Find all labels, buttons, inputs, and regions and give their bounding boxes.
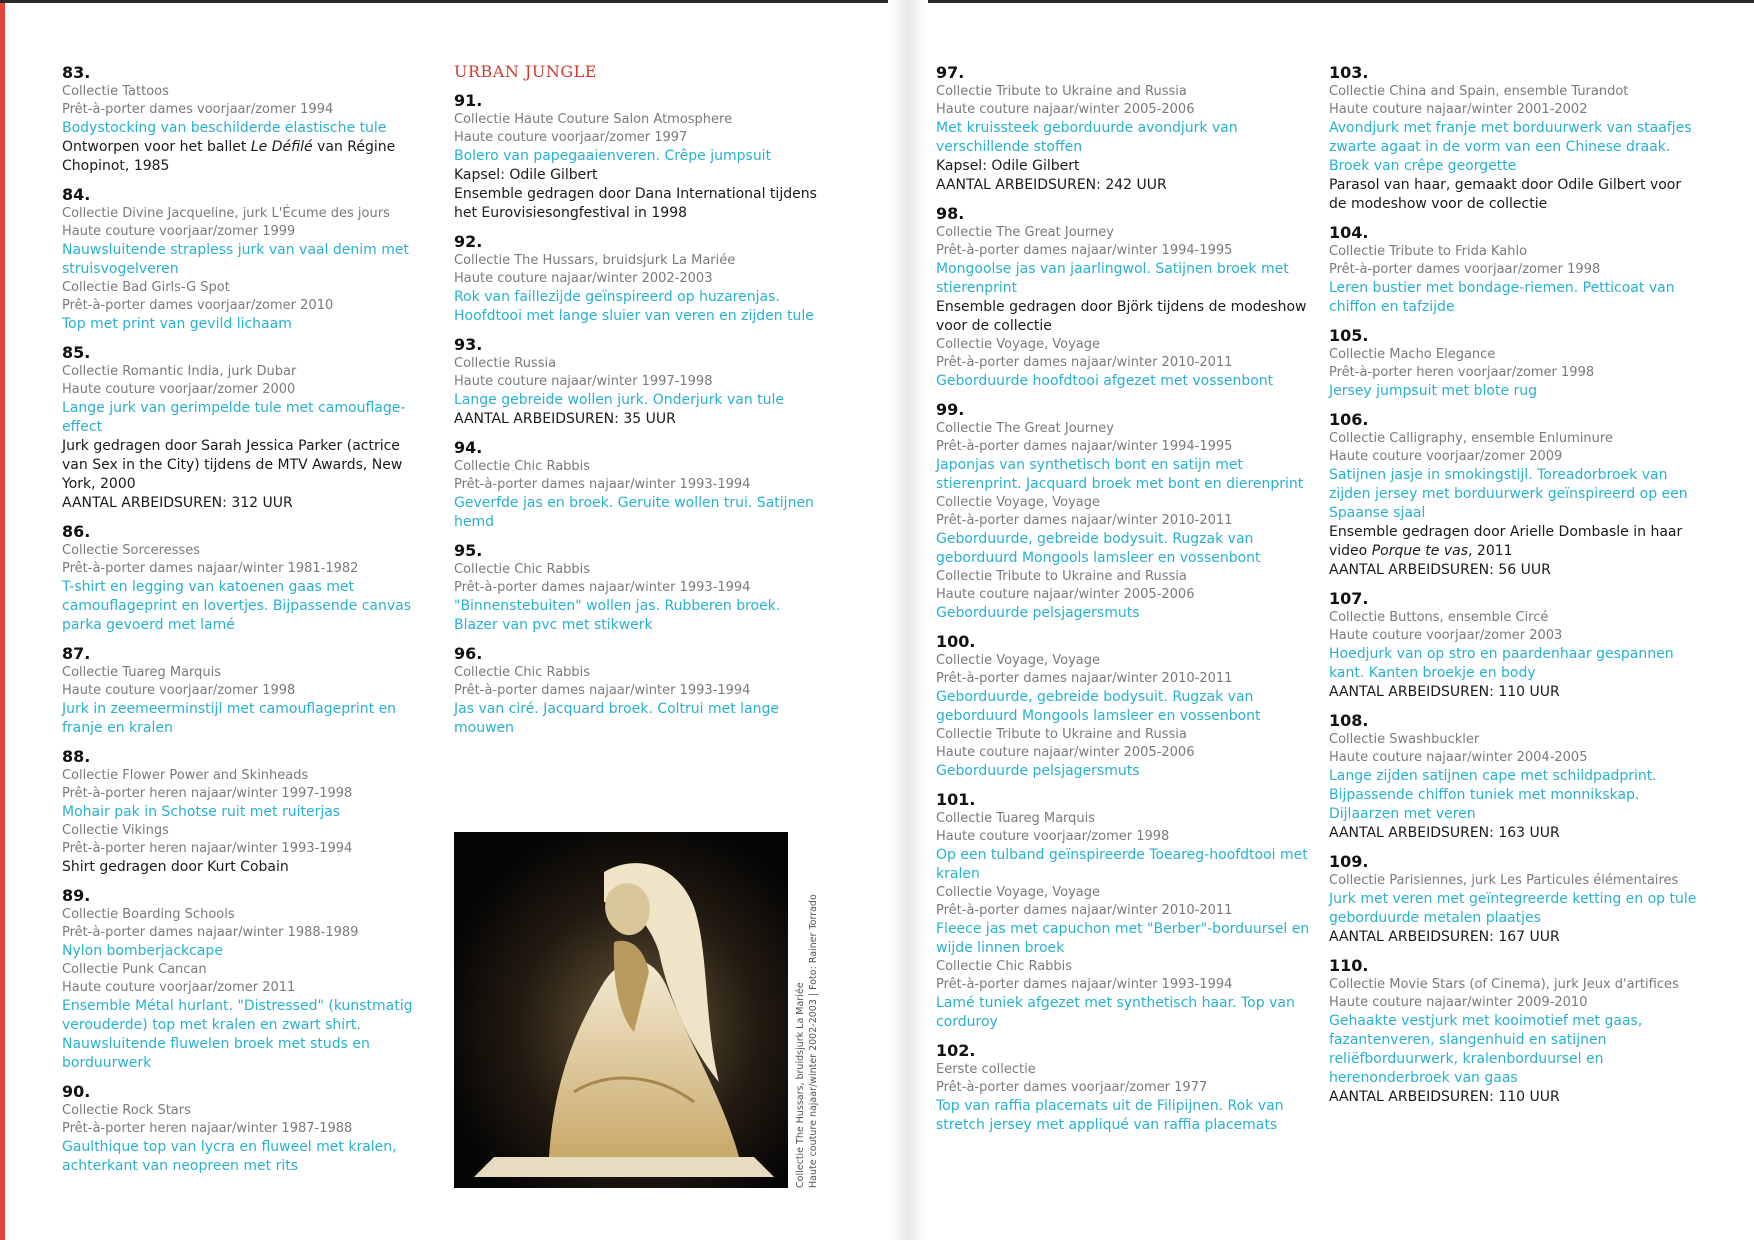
entry-note: AANTAL ARBEIDSUREN: 56 UUR xyxy=(1329,562,1551,578)
entry-collection-info: Collectie Chic Rabbis xyxy=(454,459,591,474)
entry-collection-info: Collectie Bad Girls-G Spot xyxy=(62,280,230,295)
entry-description: Fleece jas met capuchon met "Berber"-borduursel en wijde linnen broek xyxy=(936,921,1310,956)
entry-description: Top van raffia placemats uit de Filipijnen. Rok van stretch jersey met appliqué van raffia placemats xyxy=(936,1098,1284,1133)
catalogue-entry xyxy=(936,62,1310,195)
catalogue-entry xyxy=(936,631,1310,781)
photo-credit-line-2: Haute couture najaar/winter 2002-2003 | Foto: Rainer Torrado xyxy=(808,894,819,1188)
entry-note: Parasol van haar, gemaakt door Odile Gilbert voor de modeshow voor de collectie xyxy=(1329,177,1682,212)
entry-collection-info: Prêt-à-porter dames voorjaar/zomer 2010 xyxy=(62,298,334,313)
entry-description: Geborduurde pelsjagersmuts xyxy=(936,605,1140,621)
catalogue-entry xyxy=(62,62,422,176)
catalogue-entry xyxy=(1329,851,1699,947)
catalogue-entry xyxy=(454,540,828,635)
entry-collection-info: Haute couture voorjaar/zomer 2003 xyxy=(1329,628,1563,643)
entry-collection-info: Collectie China and Spain, ensemble Turandot xyxy=(1329,84,1629,99)
catalogue-entry xyxy=(1329,325,1699,401)
entry-collection-info: Haute couture najaar/winter 2002-2003 xyxy=(454,271,713,286)
column-2-entries xyxy=(454,90,828,738)
entry-collection-info: Collectie Parisiennes, jurk Les Particules élémentaires xyxy=(1329,873,1679,888)
entry-collection-info: Haute couture najaar/winter 2001-2002 xyxy=(1329,102,1588,117)
entry-description: Avondjurk met franje met borduurwerk van staafjes zwarte agaat in de vorm van een Chinese draak. Broek van crêpe georgette xyxy=(1329,120,1692,174)
entry-description: Geborduurde hoofdtooi afgezet met vossenbont xyxy=(936,373,1274,389)
entry-collection-info: Collectie The Hussars, bruidsjurk La Mariée xyxy=(454,253,736,268)
entry-note: AANTAL ARBEIDSUREN: 167 UUR xyxy=(1329,929,1560,945)
headdress-gown-image xyxy=(454,832,788,1188)
catalogue-entry xyxy=(454,90,828,223)
left-red-edge xyxy=(0,3,5,1240)
catalogue-entry xyxy=(454,334,828,429)
catalogue-entry xyxy=(454,643,828,738)
entry-collection-info: Haute couture najaar/winter 2005-2006 xyxy=(936,745,1195,760)
entry-collection-info: Prêt-à-porter dames najaar/winter 1988-1989 xyxy=(62,925,359,940)
entry-description: Lange zijden satijnen cape met schildpadprint. Bijpassende chiffon tuniek met monnikskap. Dijlaarzen met veren xyxy=(1329,768,1657,822)
column-3 xyxy=(936,62,1310,1143)
entry-collection-info: Haute couture voorjaar/zomer 1997 xyxy=(454,130,688,145)
entry-description: "Binnenstebuiten" wollen jas. Rubberen broek. Blazer van pvc met stikwerk xyxy=(454,598,781,633)
entry-description: Jurk in zeemeerminstijl met camouflageprint en franje en kralen xyxy=(62,701,397,736)
entry-description: Nauwsluitende strapless jurk van vaal denim met struisvogelveren xyxy=(62,242,409,277)
entry-number: 99. xyxy=(936,400,965,419)
entry-description: Lamé tuniek afgezet met synthetisch haar. Top van corduroy xyxy=(936,995,1295,1030)
entry-collection-info: Collectie The Great Journey xyxy=(936,225,1114,240)
entry-collection-info: Prêt-à-porter dames najaar/winter 1981-1982 xyxy=(62,561,359,576)
entry-description: Geverfde jas en broek. Geruite wollen trui. Satijnen hemd xyxy=(454,495,814,530)
entry-number: 103. xyxy=(1329,63,1369,82)
entry-collection-info: Collectie Voyage, Voyage xyxy=(936,495,1100,510)
entry-description: Hoedjurk van op stro en paardenhaar gespannen kant. Kanten broekje en body xyxy=(1329,646,1674,681)
entry-note: Jurk gedragen door Sarah Jessica Parker (actrice van Sex in the City) tijdens de MTV Awards, New York, 2000 xyxy=(62,438,403,492)
entry-description: T-shirt en legging van katoenen gaas met camouflageprint en lovertjes. Bijpassende canvas parka gevoerd met lamé xyxy=(62,579,412,633)
catalogue-entry xyxy=(454,437,828,532)
catalogue-entry xyxy=(62,643,422,738)
entry-note: AANTAL ARBEIDSUREN: 110 UUR xyxy=(1329,684,1560,700)
entry-description: Satijnen jasje in smokingstijl. Toreadorbroek van zijden jersey met borduurwerk geïnspireerd op een Spaanse sjaal xyxy=(1329,467,1688,521)
entry-collection-info: Haute couture voorjaar/zomer 1998 xyxy=(62,683,296,698)
entry-collection-info: Haute couture najaar/winter 2009-2010 xyxy=(1329,995,1588,1010)
catalogue-entry xyxy=(936,203,1310,391)
entry-number: 83. xyxy=(62,63,91,82)
entry-description: Bodystocking van beschilderde elastische tule xyxy=(62,120,387,136)
entry-description: Mongoolse jas van jaarlingwol. Satijnen broek met stierenprint xyxy=(936,261,1289,296)
entry-note: AANTAL ARBEIDSUREN: 163 UUR xyxy=(1329,825,1560,841)
entry-collection-info: Collectie Movie Stars (of Cinema), jurk Jeux d'artifices xyxy=(1329,977,1679,992)
entry-description: Ensemble Métal hurlant. "Distressed" (kunstmatig verouderde) top met kralen en zwart shirt. Nauwsluitende fluwelen broek met studs en borduurwerk xyxy=(62,998,413,1071)
entry-collection-info: Haute couture voorjaar/zomer 1998 xyxy=(936,829,1170,844)
entry-number: 95. xyxy=(454,541,483,560)
entry-number: 106. xyxy=(1329,410,1369,429)
entry-collection-info: Collectie Voyage, Voyage xyxy=(936,653,1100,668)
entry-number: 110. xyxy=(1329,956,1369,975)
entry-description: Geborduurde pelsjagersmuts xyxy=(936,763,1140,779)
entry-number: 85. xyxy=(62,343,91,362)
entry-collection-info: Collectie Tribute to Frida Kahlo xyxy=(1329,244,1528,259)
entry-collection-info: Prêt-à-porter dames najaar/winter 2010-2011 xyxy=(936,513,1233,528)
entry-collection-info: Prêt-à-porter dames najaar/winter 2010-2011 xyxy=(936,355,1233,370)
catalogue-entry xyxy=(62,746,422,877)
entry-number: 88. xyxy=(62,747,91,766)
entry-collection-info: Haute couture voorjaar/zomer 2011 xyxy=(62,980,296,995)
entry-description: Op een tulband geïnspireerde Toeareg-hoofdtooi met kralen xyxy=(936,847,1308,882)
entry-collection-info: Prêt-à-porter heren najaar/winter 1993-1994 xyxy=(62,841,353,856)
entry-description: Rok van faillezijde geïnspireerd op huzarenjas. Hoofdtooi met lange sluier van veren en zijden tule xyxy=(454,289,814,324)
entry-number: 96. xyxy=(454,644,483,663)
entry-collection-info: Collectie Boarding Schools xyxy=(62,907,235,922)
entry-collection-info: Prêt-à-porter dames najaar/winter 2010-2011 xyxy=(936,903,1233,918)
entry-description: Geborduurde, gebreide bodysuit. Rugzak van geborduurd Mongools lamsleer en vossenbont xyxy=(936,689,1261,724)
entry-description: Nylon bomberjackcape xyxy=(62,943,223,959)
entry-collection-info: Collectie Rock Stars xyxy=(62,1103,191,1118)
entry-collection-info: Haute couture voorjaar/zomer 2009 xyxy=(1329,449,1563,464)
entry-description: Lange jurk van gerimpelde tule met camouflage-effect xyxy=(62,400,406,435)
entry-collection-info: Collectie Tribute to Ukraine and Russia xyxy=(936,727,1187,742)
photo-credit-line-1: Collectie The Hussars, bruidsjurk La Mariée xyxy=(795,982,806,1188)
entry-collection-info: Prêt-à-porter dames voorjaar/zomer 1994 xyxy=(62,102,334,117)
entry-description: Gaulthique top van lycra en fluweel met kralen, achterkant van neopreen met rits xyxy=(62,1139,397,1174)
entry-collection-info: Collectie Flower Power and Skinheads xyxy=(62,768,309,783)
entry-note: Ontworpen voor het ballet Le Défilé van Régine Chopinot, 1985 xyxy=(62,139,396,174)
catalogue-entry xyxy=(62,521,422,635)
entry-description: Jersey jumpsuit met blote rug xyxy=(1329,383,1538,399)
catalogue-entry xyxy=(1329,710,1699,843)
entry-number: 90. xyxy=(62,1082,91,1101)
entry-collection-info: Prêt-à-porter heren najaar/winter 1987-1988 xyxy=(62,1121,353,1136)
entry-description: Jas van ciré. Jacquard broek. Coltrui met lange mouwen xyxy=(454,701,780,736)
entry-note: Kapsel: Odile Gilbert xyxy=(454,167,598,183)
entry-collection-info: Prêt-à-porter heren voorjaar/zomer 1998 xyxy=(1329,365,1595,380)
entry-number: 89. xyxy=(62,886,91,905)
catalogue-entry xyxy=(1329,62,1699,214)
entry-number: 97. xyxy=(936,63,965,82)
entry-collection-info: Prêt-à-porter dames voorjaar/zomer 1977 xyxy=(936,1080,1208,1095)
entry-description: Geborduurde, gebreide bodysuit. Rugzak van geborduurd Mongools lamsleer en vossenbont xyxy=(936,531,1261,566)
entry-collection-info: Collectie Voyage, Voyage xyxy=(936,885,1100,900)
entry-description: Gehaakte vestjurk met kooimotief met gaas, fazantenveren, slangenhuid en satijnen reliëfborduurwerk, kralenborduursel en herenonderbroek van gaas xyxy=(1329,1013,1643,1086)
entry-number: 105. xyxy=(1329,326,1369,345)
entry-collection-info: Collectie Haute Couture Salon Atmosphere xyxy=(454,112,733,127)
entry-note: AANTAL ARBEIDSUREN: 110 UUR xyxy=(1329,1089,1560,1105)
entry-number: 86. xyxy=(62,522,91,541)
catalogue-entry xyxy=(62,342,422,513)
entry-number: 109. xyxy=(1329,852,1369,871)
catalogue-entry xyxy=(936,1040,1310,1135)
entry-note: Shirt gedragen door Kurt Cobain xyxy=(62,859,289,875)
entry-collection-info: Collectie Divine Jacqueline, jurk L'Écume des jours xyxy=(62,206,390,221)
entry-description: Met kruissteek geborduurde avondjurk van verschillende stoffen xyxy=(936,120,1238,155)
entry-number: 84. xyxy=(62,185,91,204)
entry-collection-info: Collectie Tuareg Marquis xyxy=(62,665,222,680)
entry-collection-info: Haute couture najaar/winter 1997-1998 xyxy=(454,374,713,389)
garment-photo xyxy=(454,832,788,1188)
entry-number: 101. xyxy=(936,790,976,809)
top-edge-line xyxy=(0,0,1754,3)
entry-collection-info: Collectie Sorceresses xyxy=(62,543,201,558)
entry-collection-info: Collectie Chic Rabbis xyxy=(454,562,591,577)
entry-description: Jurk met veren met geïntegreerde ketting en op tule geborduurde metalen plaatjes xyxy=(1329,891,1697,926)
entry-collection-info: Prêt-à-porter dames najaar/winter 1994-1995 xyxy=(936,243,1233,258)
entry-note: Ensemble gedragen door Dana International tijdens het Eurovisiesongfestival in 1998 xyxy=(454,186,817,221)
entry-collection-info: Prêt-à-porter dames najaar/winter 1993-1994 xyxy=(936,977,1233,992)
entry-number: 93. xyxy=(454,335,483,354)
entry-collection-info: Collectie Tattoos xyxy=(62,84,169,99)
catalogue-entry xyxy=(936,789,1310,1032)
entry-collection-info: Haute couture voorjaar/zomer 2000 xyxy=(62,382,296,397)
entry-collection-info: Prêt-à-porter dames najaar/winter 1993-1994 xyxy=(454,477,751,492)
catalogue-entry xyxy=(454,231,828,326)
entry-collection-info: Prêt-à-porter dames najaar/winter 1994-1995 xyxy=(936,439,1233,454)
catalogue-entry xyxy=(1329,222,1699,317)
catalogue-entry xyxy=(1329,409,1699,580)
entry-collection-info: Collectie Tribute to Ukraine and Russia xyxy=(936,569,1187,584)
entry-collection-info: Collectie Tuareg Marquis xyxy=(936,811,1096,826)
catalogue-entry xyxy=(62,184,422,334)
entry-collection-info: Prêt-à-porter dames najaar/winter 2010-2011 xyxy=(936,671,1233,686)
catalogue-entry xyxy=(1329,955,1699,1107)
entry-number: 91. xyxy=(454,91,483,110)
entry-collection-info: Collectie Romantic India, jurk Dubar xyxy=(62,364,297,379)
entry-collection-info: Prêt-à-porter dames voorjaar/zomer 1998 xyxy=(1329,262,1601,277)
catalogue-entry xyxy=(1329,588,1699,702)
entry-collection-info: Prêt-à-porter heren najaar/winter 1997-1998 xyxy=(62,786,353,801)
entry-collection-info: Haute couture najaar/winter 2005-2006 xyxy=(936,587,1195,602)
column-4 xyxy=(1329,62,1699,1115)
entry-collection-info: Collectie Tribute to Ukraine and Russia xyxy=(936,84,1187,99)
entry-collection-info: Collectie The Great Journey xyxy=(936,421,1114,436)
page-gutter xyxy=(888,0,928,1240)
entry-number: 108. xyxy=(1329,711,1369,730)
entry-note: AANTAL ARBEIDSUREN: 312 UUR xyxy=(62,495,293,511)
catalogue-entry xyxy=(62,885,422,1073)
entry-description: Top met print van gevild lichaam xyxy=(62,316,292,332)
section-title: URBAN JUNGLE xyxy=(454,62,597,81)
entry-number: 87. xyxy=(62,644,91,663)
entry-description: Lange gebreide wollen jurk. Onderjurk van tule xyxy=(454,392,785,408)
entry-description: Japonjas van synthetisch bont en satijn met stierenprint. Jacquard broek met bont en dierenprint xyxy=(936,457,1304,492)
entry-collection-info: Haute couture najaar/winter 2005-2006 xyxy=(936,102,1195,117)
entry-collection-info: Collectie Calligraphy, ensemble Enluminure xyxy=(1329,431,1613,446)
entry-collection-info: Collectie Swashbuckler xyxy=(1329,732,1480,747)
entry-collection-info: Prêt-à-porter dames najaar/winter 1993-1994 xyxy=(454,683,751,698)
entry-number: 92. xyxy=(454,232,483,251)
entry-collection-info: Collectie Voyage, Voyage xyxy=(936,337,1100,352)
entry-note: Ensemble gedragen door Björk tijdens de modeshow voor de collectie xyxy=(936,299,1307,334)
entry-number: 107. xyxy=(1329,589,1369,608)
entry-number: 94. xyxy=(454,438,483,457)
entry-number: 100. xyxy=(936,632,976,651)
entry-number: 98. xyxy=(936,204,965,223)
entry-description: Bolero van papegaaienveren. Crêpe jumpsuit xyxy=(454,148,772,164)
entry-collection-info: Collectie Macho Elegance xyxy=(1329,347,1496,362)
entry-collection-info: Eerste collectie xyxy=(936,1062,1036,1077)
entry-collection-info: Collectie Buttons, ensemble Circé xyxy=(1329,610,1549,625)
entry-description: Leren bustier met bondage-riemen. Petticoat van chiffon en tafzijde xyxy=(1329,280,1675,315)
entry-number: 102. xyxy=(936,1041,976,1060)
entry-note: Kapsel: Odile Gilbert xyxy=(936,158,1080,174)
entry-note: Ensemble gedragen door Arielle Dombasle in haar video Porque te vas, 2011 xyxy=(1329,524,1683,559)
entry-collection-info: Collectie Punk Cancan xyxy=(62,962,207,977)
entry-collection-info: Collectie Vikings xyxy=(62,823,169,838)
entry-description: Mohair pak in Schotse ruit met ruiterjas xyxy=(62,804,341,820)
entry-collection-info: Collectie Russia xyxy=(454,356,557,371)
catalogue-entry xyxy=(936,399,1310,623)
catalogue-entry xyxy=(62,1081,422,1176)
column-1 xyxy=(62,62,422,1184)
entry-collection-info: Haute couture najaar/winter 2004-2005 xyxy=(1329,750,1588,765)
entry-number: 104. xyxy=(1329,223,1369,242)
photo-credit xyxy=(794,832,830,1188)
entry-note: AANTAL ARBEIDSUREN: 242 UUR xyxy=(936,177,1167,193)
entry-note: AANTAL ARBEIDSUREN: 35 UUR xyxy=(454,411,676,427)
entry-collection-info: Collectie Chic Rabbis xyxy=(454,665,591,680)
entry-collection-info: Collectie Chic Rabbis xyxy=(936,959,1073,974)
entry-collection-info: Prêt-à-porter dames najaar/winter 1993-1994 xyxy=(454,580,751,595)
entry-collection-info: Haute couture voorjaar/zomer 1999 xyxy=(62,224,296,239)
column-2 xyxy=(454,62,828,746)
